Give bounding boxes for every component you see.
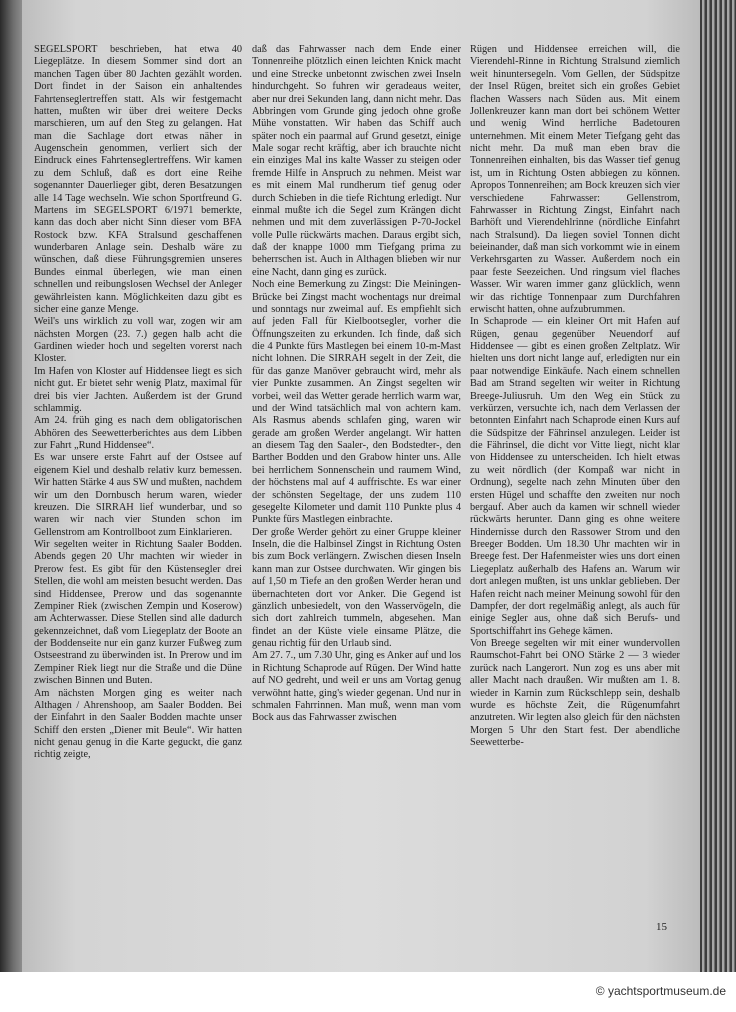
paragraph: Rügen und Hiddensee erreichen will, die Vierendehl-Rinne in Richtung Stralsund ziemlich weit hinuntersegeln. Vom Gellen, der Südspitze der Insel Rügen, breitet sich ein großes Gebiet flachen Wassers nach Süden aus. Mit einem Jollenkreuzer kann man dort bei schönem Wetter und wenig Wind herrliche Badetouren unternehmen. Mit einem Meter Tiefgang geht das nicht mehr. Da muß man eben brav die Tonnenreihen einhalten, bis das Wasser tief genug ist, um in Richtung Osten abbiegen zu können. Apropos Tonnenreihen; am Bock kreuzen sich vier verschiedene Fahrwasser: Gellenstrom, Fahrwasser in Richtung Zingst, Einfahrt nach Barhöft und Vierendehlrinne (nördliche Einfahrt nach Stralsund). Da liegen soviel Tonnen dicht beieinander, daß man sich vorkommt wie in einem Verkehrsgarten zu Wasser. Außerdem noch ein paar feste Seezeichen. Und ringsum viel flaches Wasser. Wir waren immer ganz glücklich, wenn wir das richtige Tonnenpaar zum Durchfahren erwischt hatten, ohne aufzubrummen. [470,44,680,315]
paragraph: Wir segelten weiter in Richtung Saaler Bodden. Abends gegen 20 Uhr machten wir wieder in Prerow fest. Es gibt für den Küstensegler drei Stellen, die wohl am meisten besucht werden. Das sind Hiddensee, Prerow und das sogenannte Zempiner Riek (zwischen Zempin und Koserow) am Achterwasser. Diese Stellen sind alle dadurch gekennzeichnet, daß vom Liegeplatz der Boote an der Boddenseite nur ein ganz kurzer Fußweg zum Ostseestrand zu überwinden ist. In Prerow und im Zempiner Riek liegt nur die Straße und die Düne zwischen Binnen und Buten. [34,539,242,687]
paragraph: Am 24. früh ging es nach dem obligatorischen Abhören des Seewetterberichtes aus dem Libben zur Fahrt „Rund Hiddensee“. [34,415,242,451]
book-spine-shadow [0,0,22,972]
paragraph: In Schaprode — ein kleiner Ort mit Hafen auf Rügen, genau gegenüber Neuendorf auf Hiddensee — gibt es einen großen Zeltplatz. Wir hielten uns dort nicht lange auf, erledigten nur ein paar notwendige Einkäufe. Nach einem schnellen Bad am Strand segelten wir weiter in Richtung Breege-Juliusruh. Um den Weg ein Stück zu verkürzen, versuchte ich, nach dem Verlassen der betonnten Einfahrt nach Schaprode einen Kurs auf die Südspitze der Fährinsel anzulegen. Leider ist die Fährinsel, die dicht vor Vitte liegt, nicht klar von Hiddensee zu unterscheiden. Ich hielt etwas zu weit nördlich (der Kompaß war nicht in Ordnung), segelte nach zehn Minuten über den ersten Hügel und schaffte den zweiten nur noch bergauf. Aber auch da kamen wir schnell wieder rückwärts herunter. Dann ging es ohne weitere Hindernisse durch den Rassower Strom und den Breeger Bodden. Um 18.30 Uhr machten wir in Breege fest. Der Hafenmeister wies uns dort einen Liegeplatz außerhalb des Hafens an. Warum wir dort anlegen mußten, ist uns unklar geblieben. Der Hafen reicht nach meiner Meinung sowohl für den Dampfer, der dort regelmäßig anlegt, als auch für einige Segler aus, ohne daß sich Berufs- und Sportschiffahrt ins Gehege kämen. [470,316,680,637]
paragraph: Noch eine Bemerkung zu Zingst: Die Meiningen-Brücke bei Zingst macht wochentags nur dreimal und sonntags nur zweimal auf. Es empfiehlt sich auf jeden Fall für Kielbootsegler, vorher die Öffnungszeiten zu erkunden. Ich finde, daß sich die 4 Punkte fürs Mastlegen bei einem 10-m-Mast nicht lohnen. Die SIRRAH segelt in der Zeit, die für das ganze Manöver gebraucht wird, mehr als vier Punkte zusammen. An Zingst segelten wir vorbei, weil das Wetter gerade herrlich warm war, und der Wind tatsächlich mal von achtern kam. Als Rasmus abends schlafen ging, waren wir gerade am großen Werder angelangt. Wir hatten an diesem Tag den Saaler-, den Bodstedter-, den Barther Bodden und den Grabow hinter uns. Alle bei herrlichem Sonnenschein und raumem Wind, der höchstens mal auf 4 auffrischte. Es war einer der schönsten Segeltage, der uns zudem 110 gesegelte Kilometer und damit 110 Punkte plus 4 Punkte fürs Mastlegen einbrachte. [252,279,461,526]
paragraph: Von Breege segelten wir mit einer wundervollen Raumschot-Fahrt bei ONO Stärke 2 — 3 wieder zurück nach Langerort. Nun zog es uns aber mit aller Macht nach draußen. Wir mußten am 1. 8. wieder in Karnin zum Rückschlepp sein, deshalb wurde es höchste Zeit, die Rügenumfahrt anzutreten. Wir legten also gleich für den nächsten Morgen 5 Uhr den Start fest. Der abendliche Seewetterbe- [470,638,680,748]
text-column-3 [470,44,680,934]
watermark-credit: © yachtsportmuseum.de [595,984,726,998]
paragraph: Der große Werder gehört zu einer Gruppe kleiner Inseln, die die Halbinsel Zingst in Richtung Osten bis zum Bock verlängern. Zwischen diesen Inseln kann man zur Ostsee durchwaten. Wir gingen bis auf 1,50 m Tiefe an den großen Werder heran und übernachteten dort vor Anker. Die Gegend ist gänzlich unbesiedelt, von den Wasservögeln, die sich dort zahlreich tummeln, abgesehen. Man findet an der Küste viele einsame Plätze, die genau richtig für den Urlaub sind. [252,526,461,649]
paragraph: daß das Fahrwasser nach dem Ende einer Tonnenreihe plötzlich einen leichten Knick macht und eine Strecke unbetonnt zwischen zwei Inseln hindurchgeht. So fuhren wir geradeaus weiter, aber nur drei Sekunden lang, dann nicht mehr. Das Abbringen vom Grunde ging jedoch ohne große Mühe vonstatten. Wir haben das Schiff auch später noch ein paarmal auf Grund gesetzt, einige Male sogar recht kräftig, aber ich brauchte nicht ein einziges Mal ins kalte Wasser zu steigen oder fremde Hilfe in Anspruch zu nehmen. Meist war es mit einem Mal rundherum tief genug oder durch Schieben in die tiefe Richtung erledigt. Nur einmal mußte ich die Segel zum Krängen dicht nehmen und mit dem zuverlässigen P-70-Jockel volle Pulle rückwärts machen. Daraus ergibt sich, daß der knappe 1000 mm Tiefgang prima zu beherrschen ist. Auch in Althagen blieben wir nur eine Nacht, dann ging es zurück. [252,44,461,278]
magazine-page [22,0,700,972]
paragraph: Am nächsten Morgen ging es weiter nach Althagen / Ahrenshoop, am Saaler Bodden. Bei der Einfahrt in den Saaler Bodden machte unser Schiff den ersten „Diener mit Beule“. Wir hatten nicht genau genug in die Karte geguckt, die ganz richtig zeigte, [34,687,242,761]
paragraph: Weil's uns wirklich zu voll war, zogen wir am nächsten Morgen (23. 7.) gegen halb acht die Gardinen wieder hoch und segelten vorerst nach Kloster. [34,316,242,365]
paragraph: Im Hafen von Kloster auf Hiddensee liegt es sich nicht gut. Er bietet sehr wenig Platz, maximal für drei bis vier Jachten. Außerdem ist der Grund schlammig. [34,365,242,414]
paragraph: Es war unsere erste Fahrt auf der Ostsee auf eigenem Kiel und deshalb relativ kurz bemessen. Wir hatten Stärke 4 aus SW und mußten, nachdem wir um den Dornbusch herum waren, wieder kreuzen. Die SIRRAH lief wunderbar, und so waren wir nach vier Stunden schon im Gellenstrom am Kontrollboot zum Einklarieren. [34,452,242,538]
book-page-edges [700,0,736,972]
paragraph: SEGELSPORT beschrieben, hat etwa 40 Liegeplätze. In diesem Sommer sind dort an manchen Tagen über 80 Jachten gezählt worden. Dort findet in der Saison ein anhaltendes Fahrtenseglertreffen statt. Als wir festgemacht hatten, mußten wir über drei weitere Decks marschieren, um auf den Steg zu gelangen. Hat man die Sachlage dort etwas näher in Augenschein genommen, verliert sich der Eindruck eines Fahrtenseglertreffens. Wir kamen zu dem Schluß, daß es dort eine Reihe sogenannter Dauerlieger gibt, deren Besatzungen alle 14 Tage wechseln. Wie schon Sportfreund G. Martens im SEGELSPORT 6/1971 bemerkte, kann das doch aber nicht Sinn dieser vom BFA Rostock bzw. KFA Stralsund geschaffenen wunderbaren Anlage sein. Deshalb wäre zu wünschen, daß diese Führungsgremien unseres Bundes einmal überlegen, wie man einen schnellen und reibungslosen Wechsel der Anleger gewährleisten kann. Möglichkeiten dazu gibt es sicher eine ganze Menge. [34,44,242,315]
text-column-2 [252,44,461,934]
page-number: 15 [656,921,667,933]
text-column-1 [34,44,242,934]
paragraph: Am 27. 7., um 7.30 Uhr, ging es Anker auf und los in Richtung Schaprode auf Rügen. Der Wind hatte auf NO gedreht, und weil er uns am Vortag genug verwöhnt hatte, ging's wieder gegenan. Und nur in schmalen Fahrrinnen. Man muß, wenn man vom Bock aus das Fahrwasser zwischen [252,650,461,724]
